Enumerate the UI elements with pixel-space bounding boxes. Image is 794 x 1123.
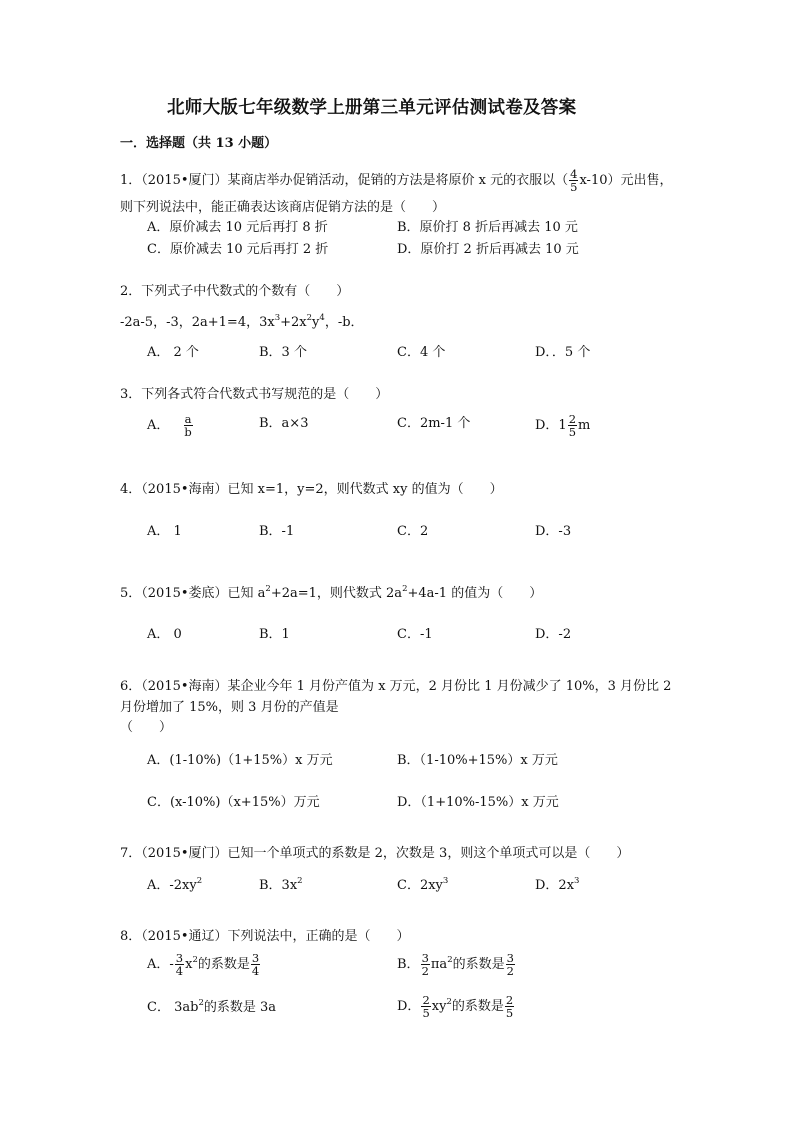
question-3-option-b[interactable]: B．a×3 [259, 416, 309, 431]
question-8-stem: 8．（2015•通辽）下列说法中，正确的是（ ） [120, 929, 410, 944]
question-1-option-d[interactable]: D．原价打 2 折后再减去 10 元 [397, 242, 579, 257]
question-4-option-d[interactable]: D．-3 [535, 524, 572, 539]
question-5-option-a[interactable]: A． 0 [147, 627, 182, 642]
question-6-option-a[interactable]: A．(1-10%)（1+15%）x 万元 [147, 753, 333, 768]
question-6-stem-line2: 月份增加了 15%，则 3 月份的产值是 [120, 700, 339, 715]
question-7-option-b[interactable]: B．$3x^2$ [259, 876, 303, 893]
question-7-option-d[interactable]: D．$2x^3$ [535, 876, 580, 893]
question-6-option-d[interactable]: D．（1+10%-15%）x 万元 [397, 795, 559, 810]
question-6-option-b[interactable]: B．（1-10%+15%）x 万元 [397, 753, 558, 768]
question-3-option-d[interactable]: D．1 $\frac{2}{5}$ m [535, 412, 591, 440]
question-5-option-c[interactable]: C．-1 [397, 627, 433, 642]
question-4-option-a[interactable]: A． 1 [147, 524, 182, 539]
question-2-expression: -2a-5，-3，2a+1=4，$3x^3+2x^2y^4$，-b． [120, 313, 364, 330]
question-2-option-a[interactable]: A． 2 个 [147, 345, 199, 360]
question-8-option-d[interactable]: D． $\frac{2}{5}$ $xy^2$的系数是 $\frac{2}{5}$ [397, 993, 514, 1021]
question-1-option-b[interactable]: B．原价打 8 折后再减去 10 元 [397, 220, 578, 235]
question-5-option-b[interactable]: B．1 [259, 627, 290, 642]
question-3-stem: 3．下列各式符合代数式书写规范的是（ ） [120, 387, 389, 402]
question-7-option-a[interactable]: A．$-2xy^2$ [147, 876, 203, 893]
question-6-option-c[interactable]: C．(x-10%)（x+15%）万元 [147, 795, 320, 810]
question-8-option-b[interactable]: B． $\frac{3}{2}$ $\pi a^2$的系数是 $\frac{3}{2}$ [397, 951, 514, 979]
question-3-option-c[interactable]: C．2m-1 个 [397, 416, 471, 431]
question-5-stem: 5．（2015•娄底）已知 $a^2+2a=1$，则代数式 $2a^2+4a-1$ 的值为（ ） [120, 584, 543, 601]
question-2-option-b[interactable]: B．3 个 [259, 345, 307, 360]
question-4-option-c[interactable]: C．2 [397, 524, 429, 539]
question-1-option-c[interactable]: C．原价减去 10 元后再打 2 折 [147, 242, 329, 257]
question-3-option-a[interactable]: A． $\frac{a}{b}$ [147, 412, 192, 440]
question-8-option-a[interactable]: A．- $\frac{3}{4}$ $x^2$的系数是 $\frac{3}{4}$ [147, 951, 260, 979]
question-1-stem-line2: 则下列说法中，能正确表达该商店促销方法的是（ ） [120, 200, 446, 215]
question-7-stem: 7．（2015•厦门）已知一个单项式的系数是 2，次数是 3，则这个单项式可以是（ ） [120, 846, 630, 861]
question-4-stem: 4．（2015•海南）已知 x=1，y=2，则代数式 xy 的值为（ ） [120, 482, 503, 497]
question-1-stem: 1．（2015•厦门）某商店举办促销活动，促销的方法是将原价 x 元的衣服以（ $\frac{4}{5}$ x-10）元出售， [120, 167, 673, 195]
question-5-option-d[interactable]: D．-2 [535, 627, 572, 642]
question-4-option-b[interactable]: B．-1 [259, 524, 295, 539]
question-8-option-c[interactable]: C． $3ab^2$的系数是 3a [147, 998, 277, 1015]
question-1-option-a[interactable]: A．原价减去 10 元后再打 8 折 [147, 220, 328, 235]
page-title: 北师大版七年级数学上册第三单元评估测试卷及答案 [167, 98, 577, 118]
question-2-option-c[interactable]: C．4 个 [397, 345, 446, 360]
question-2-option-d[interactable]: D．．5 个 [535, 345, 591, 360]
fraction: $\frac{4}{5}$ [570, 167, 578, 195]
question-2-stem: 2．下列式子中代数式的个数有（ ） [120, 284, 350, 299]
section-heading: 一．选择题（共 13 小题） [120, 136, 278, 151]
question-7-option-c[interactable]: C．$2xy^3$ [397, 876, 449, 893]
question-6-stem: 6．（2015•海南）某企业今年 1 月份产值为 x 万元，2 月份比 1 月份减少了 10%，3 月份比 2 [120, 679, 672, 694]
question-6-stem-line3: （ ） [120, 720, 173, 735]
